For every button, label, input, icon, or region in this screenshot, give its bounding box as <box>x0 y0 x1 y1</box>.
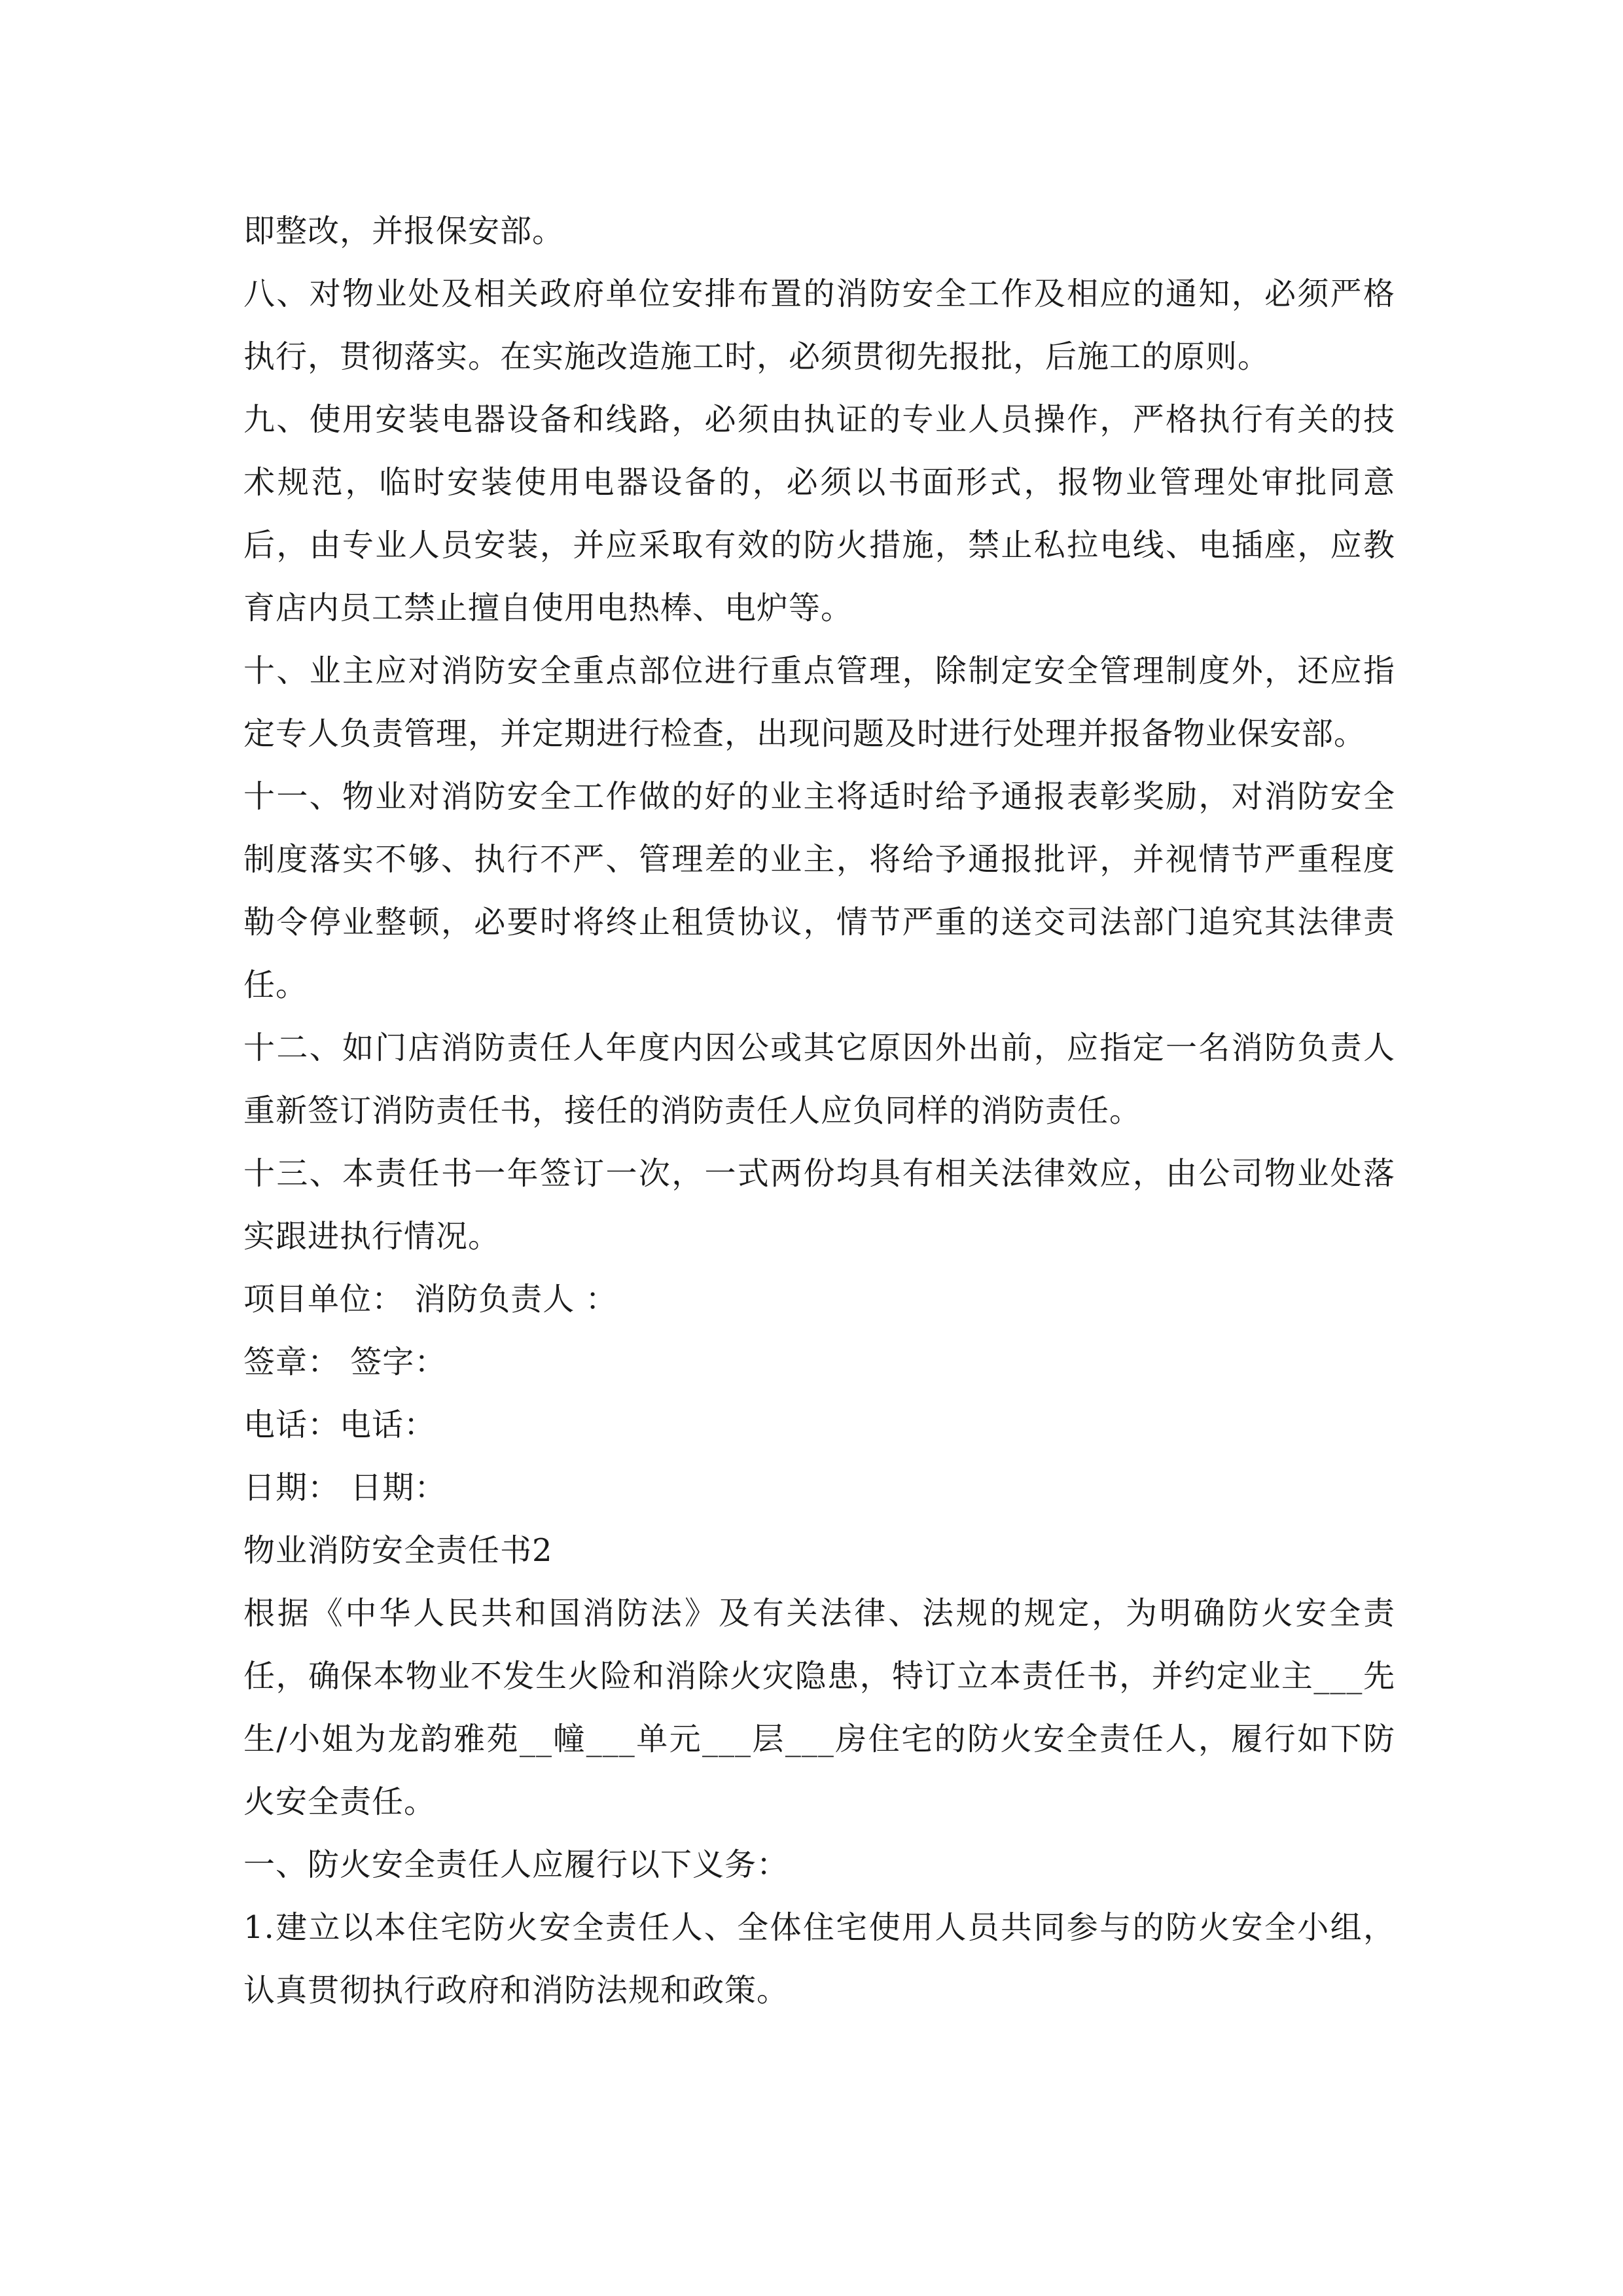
clause-9: 九、使用安装电器设备和线路，必须由执证的专业人员操作，严格执行有关的技术规范，临时安装使用电器设备的，必须以书面形式，报物业管理处审批同意后，由专业人员安装，并应采取有效的防火措施，禁止私拉电线、电插座，应教育店内员工禁止擅自使用电热棒、电炉等。 <box>243 401 1395 626</box>
clause-13: 十三、本责任书一年签订一次，一式两份均具有相关法律效应，由公司物业处落实跟进执行情况。 <box>243 1155 1395 1255</box>
signature-unit-line: 项目单位： 消防负责人 ： <box>243 1281 618 1318</box>
intro-paragraph: 根据《中华人民共和国消防法》及有关法律、法规的规定，为明确防火安全责任，确保本物业不发生火险和消除火灾隐患，特订立本责任书，并约定业主___先生/小姐为龙韵雅苑__幢___单元___层___房住宅的防火安全责任人，履行如下防火安全责任。 <box>243 1595 1395 1820</box>
clause-8: 八、对物业处及相关政府单位安排布置的消防安全工作及相应的通知，必须严格执行，贯彻落实。在实施改造施工时，必须贯彻先报批，后施工的原则。 <box>243 276 1395 375</box>
duty-heading: 一、防火安全责任人应履行以下义务： <box>243 1846 789 1883</box>
section-title-2: 物业消防安全责任书2 <box>243 1532 553 1569</box>
clause-10: 十、业主应对消防安全重点部位进行重点管理，除制定安全管理制度外，还应指定专人负责管理，并定期进行检查，出现问题及时进行处理并报备物业保安部。 <box>243 653 1395 752</box>
clause-12: 十二、如门店消防责任人年度内因公或其它原因外出前，应指定一名消防负责人重新签订消防责任书，接任的消防责任人应负同样的消防责任。 <box>243 1030 1395 1129</box>
document-body <box>243 200 1395 2022</box>
signature-seal-line: 签章： 签字： <box>243 1344 447 1380</box>
duty-item-1: 1.建立以本住宅防火安全责任人、全体住宅使用人员共同参与的防火安全小组，认真贯彻执行政府和消防法规和政策。 <box>243 1909 1395 2009</box>
signature-date-line: 日期： 日期： <box>243 1469 447 1506</box>
clause-11: 十一、物业对消防安全工作做的好的业主将适时给予通报表彰奖励，对消防安全制度落实不够、执行不严、管理差的业主，将给予通报批评，并视情节严重程度勒令停业整顿，必要时将终止租赁协议，情节严重的送交司法部门追究其法律责任。 <box>243 778 1395 1003</box>
signature-phone-line: 电话：电话： <box>243 1407 437 1443</box>
paragraph-rectify-report: 即整改，并报保安部。 <box>243 213 565 249</box>
